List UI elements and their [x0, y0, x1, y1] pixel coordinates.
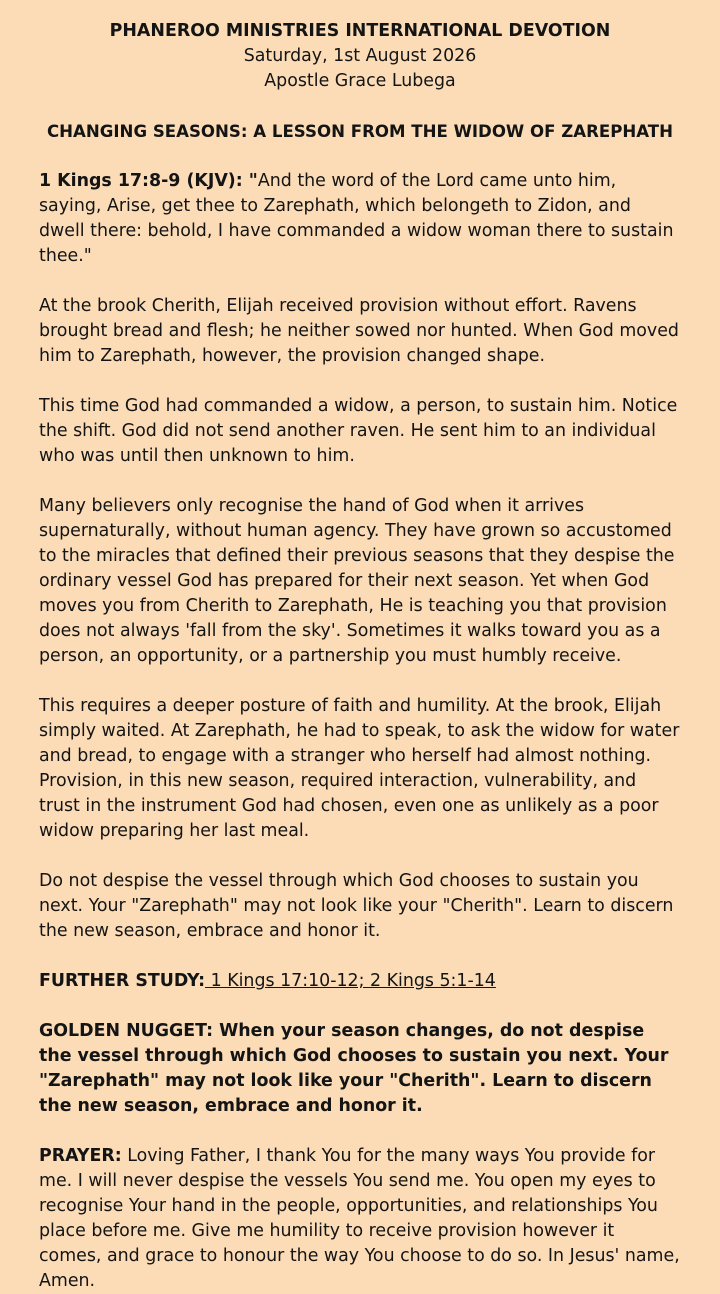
- body-paragraph-3: Many believers only recognise the hand of God when it arrives supernaturally, without human agency. They have grown so accustomed to the miracles that defined their previous seasons that they despise the ordinary vessel God has prepared for their next season. Yet when God moves you from Cherith to Zarephath, He is teaching you that provision does not always 'fall from the sky'. Sometimes it walks toward you as a person, an opportunity, or a partnership you must humbly receive.: [39, 496, 675, 666]
- devotion-header: [39, 19, 681, 94]
- scripture-paragraph: [39, 169, 681, 269]
- body-paragraph-5: Do not despise the vessel through which God chooses to sustain you next. Your "Zarephath" may not look like your "Cherith". Learn to discern the new season, embrace and honor it.: [39, 871, 674, 941]
- devotion-author: Apostle Grace Lubega: [264, 71, 456, 91]
- golden-nugget: GOLDEN NUGGET: When your season changes, do not despise the vessel through which God chooses to sustain you next. Your "Zarephath" may not look like your "Cherith". Learn to discern the new season, embrace and honor it.: [39, 1021, 669, 1116]
- prayer: [39, 1144, 681, 1294]
- further-study-references: 1 Kings 17:10-12; 2 Kings 5:1-14: [205, 971, 496, 991]
- body-paragraph-1: At the brook Cherith, Elijah received provision without effort. Ravens brought bread and flesh; he neither sowed nor hunted. When God moved him to Zarephath, however, the provision changed shape.: [39, 296, 679, 366]
- further-study-label: FURTHER STUDY:: [39, 971, 206, 991]
- scripture-reference: 1 Kings 17:8-9 (KJV): ": [39, 171, 258, 191]
- body-paragraph-2: This time God had commanded a widow, a person, to sustain him. Notice the shift. God did not send another raven. He sent him to an individual who was until then unknown to him.: [39, 396, 678, 466]
- devotion-date: Saturday, 1st August 2026: [243, 46, 477, 66]
- prayer-text: Loving Father, I thank You for the many ways You provide for me. I will never despise the vessels You send me. You open my eyes to recognise Your hand in the people, opportunities, and relationships You place before me. Give me humility to receive provision however it comes, and grace to honour the way You choose to do so. In Jesus' name, Amen.: [39, 1146, 680, 1291]
- further-study: [39, 969, 681, 994]
- devotion-title: CHANGING SEASONS: A LESSON FROM THE WIDOW OF ZAREPHATH: [46, 122, 674, 141]
- prayer-label: PRAYER:: [39, 1146, 122, 1166]
- body-paragraph-4: This requires a deeper posture of faith and humility. At the brook, Elijah simply waited. At Zarephath, he had to speak, to ask the widow for water and bread, to engage with a stranger who herself had almost nothing. Provision, in this new season, required interaction, vulnerability, and trust in the instrument God had chosen, even one as unlikely as a poor widow preparing her last meal.: [39, 696, 680, 841]
- scripture-text: And the word of the Lord came unto him, saying, Arise, get thee to Zarephath, which belongeth to Zidon, and dwell there: behold, I have commanded a widow woman there to sustain thee.": [39, 171, 674, 266]
- organization-name: PHANEROO MINISTRIES INTERNATIONAL DEVOTION: [109, 21, 611, 41]
